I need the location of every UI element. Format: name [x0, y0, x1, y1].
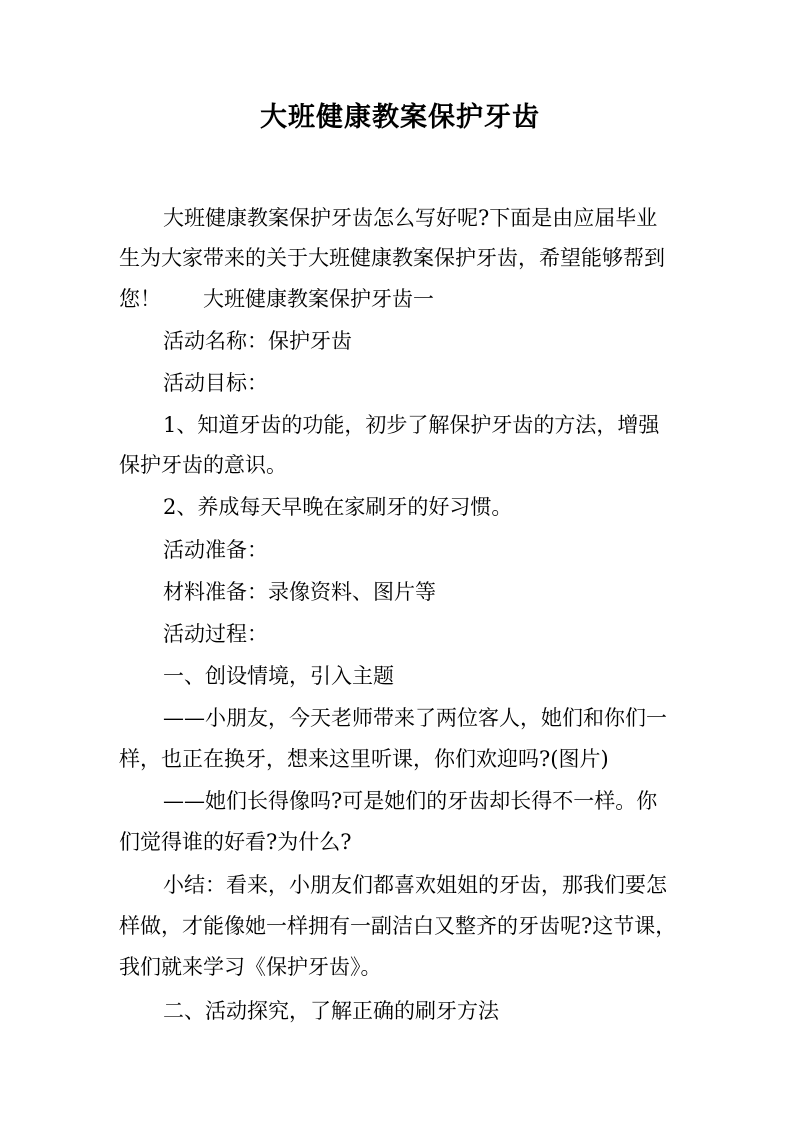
paragraph-line: 活动目标：: [163, 371, 268, 395]
paragraph-line: 我们就来学习《保护牙齿》。: [119, 955, 382, 979]
paragraph-line: 样，也正在换牙，想来这里听课，你们欢迎吗?(图片): [119, 747, 609, 771]
paragraph-line: 大班健康教案保护牙齿怎么写好呢?下面是由应届毕业: [163, 206, 658, 230]
paragraph-line: 保护牙齿的意识。: [119, 453, 287, 477]
paragraph-line: 2、养成每天早晚在家刷牙的好习惯。: [163, 495, 513, 519]
paragraph-line: 生为大家带来的关于大班健康教案保护牙齿，希望能够帮到: [119, 246, 665, 270]
paragraph-line: 您！ 大班健康教案保护牙齿一: [119, 287, 434, 311]
document-title: 大班健康教案保护牙齿: [260, 102, 540, 133]
paragraph-line: 活动准备：: [163, 538, 268, 562]
paragraph-line: 二、活动探究，了解正确的刷牙方法: [163, 999, 499, 1023]
paragraph-line: 们觉得谁的好看?为什么?: [119, 830, 352, 854]
paragraph-line: 材料准备：录像资料、图片等: [163, 580, 436, 604]
paragraph-line: 活动过程：: [163, 622, 268, 646]
paragraph-line: 小结：看来，小朋友们都喜欢姐姐的牙齿，那我们要怎: [163, 873, 667, 897]
paragraph-line: 样做，才能像她一样拥有一副洁白又整齐的牙齿呢?这节课，: [119, 914, 677, 938]
paragraph-line: ——小朋友，今天老师带来了两位客人，她们和你们一: [163, 706, 667, 730]
paragraph-line: 活动名称：保护牙齿: [163, 329, 352, 353]
paragraph-line: ——她们长得像吗?可是她们的牙齿却长得不一样。你: [163, 789, 658, 813]
paragraph-line: 1、知道牙齿的功能，初步了解保护牙齿的方法，增强: [163, 413, 660, 437]
paragraph-line: 一、创设情境，引入主题: [163, 664, 394, 688]
